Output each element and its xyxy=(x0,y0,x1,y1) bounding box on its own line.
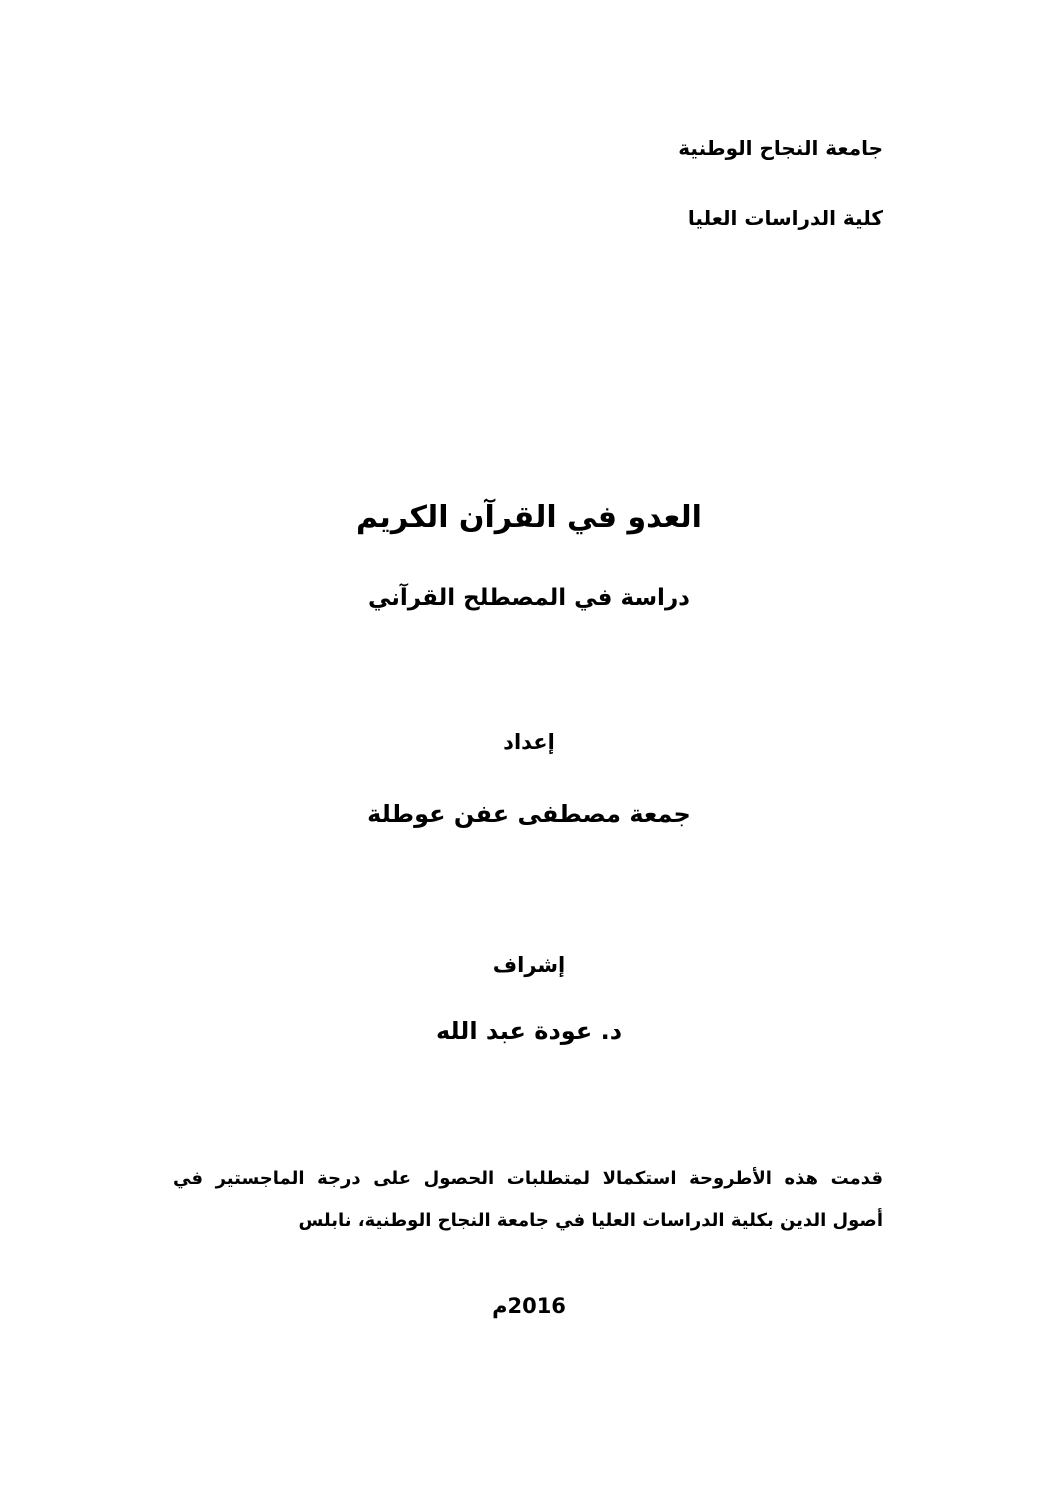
statement-line-2: أصول الدين بكلية الدراسات العليا في جامعة النجاح الوطنية، نابلس xyxy=(298,1209,883,1231)
university-name: جامعة النجاح الوطنية xyxy=(678,136,883,160)
thesis-title: العدو في القرآن الكريم xyxy=(356,500,702,535)
supervisor-name: د. عودة عبد الله xyxy=(435,1017,623,1045)
submission-year: 2016م xyxy=(492,1294,566,1318)
statement-line-1: قدمت هذه الأطروحة استكمالا لمتطلبات الحصول على درجة الماجستير في xyxy=(173,1168,883,1189)
thesis-subtitle: دراسة في المصطلح القرآني xyxy=(368,585,690,611)
author-label: إعداد xyxy=(503,730,555,754)
faculty-name: كلية الدراسات العليا xyxy=(687,206,883,230)
supervisor-label: إشراف xyxy=(492,953,566,977)
submission-statement xyxy=(173,1168,883,1231)
author-name: جمعة مصطفى عفن عوطلة xyxy=(367,800,691,828)
